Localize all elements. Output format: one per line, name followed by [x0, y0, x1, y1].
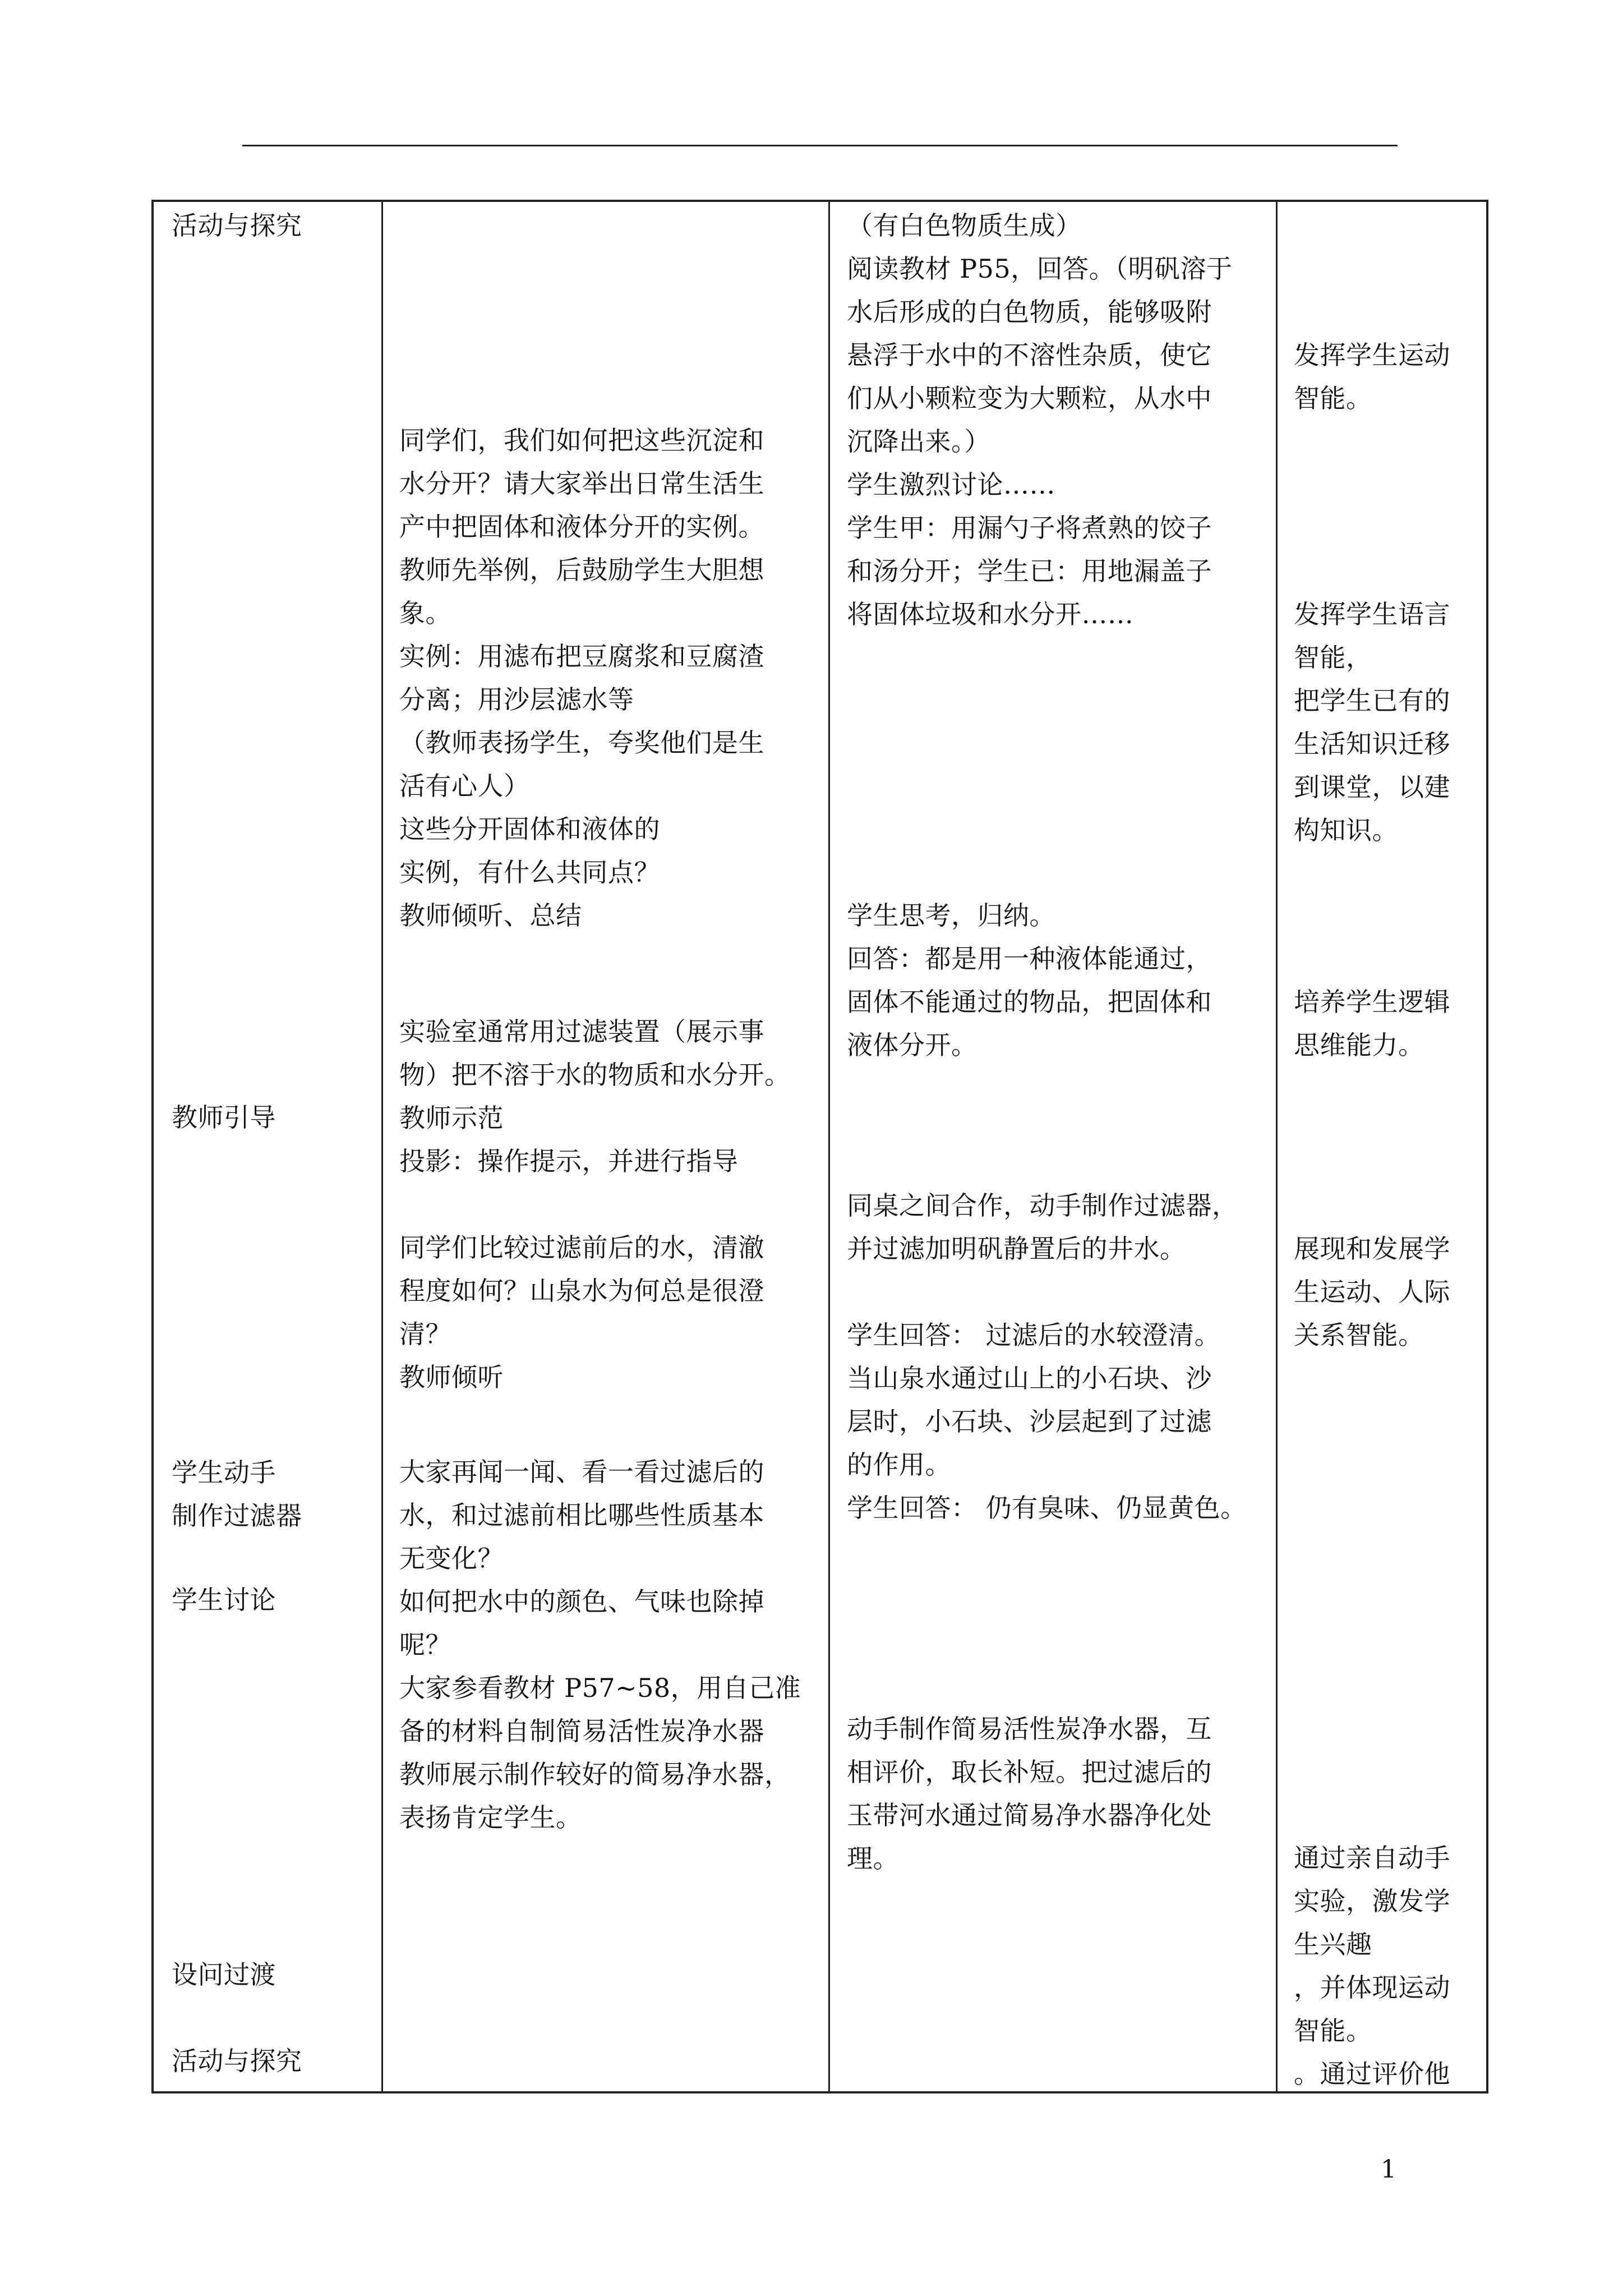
cell-text-line: 思维能力。 [1294, 1030, 1424, 1060]
cell-text-line: 清？ [399, 1319, 451, 1349]
cell-text-line: 学生动手 [172, 1457, 276, 1488]
cell-text-line: 大家参看教材 P57~58，用自己准 [399, 1673, 801, 1703]
cell-text-line: 阅读教材 P55，回答。（明矾溶于 [847, 254, 1233, 284]
column-student [847, 202, 1274, 2091]
cell-text-line: 教师展示制作较好的简易净水器， [399, 1759, 791, 1789]
cell-text-line: 液体分开。 [847, 1030, 978, 1060]
header-rule [242, 145, 1398, 146]
cell-text-line: 表扬肯定学生。 [399, 1802, 582, 1833]
cell-text-line: 如何把水中的颜色、气味也除掉 [399, 1586, 764, 1617]
cell-text-line: 智能。 [1294, 2016, 1372, 2046]
column-divider [828, 202, 830, 2091]
cell-text-line: 把学生已有的 [1294, 685, 1450, 716]
column-intent [1294, 202, 1487, 2091]
cell-text-line: 通过亲自动手 [1294, 1843, 1450, 1873]
cell-text-line: 当山泉水通过山上的小石块、沙 [847, 1363, 1212, 1393]
cell-text-line: 沉降出来。） [847, 426, 990, 457]
cell-text-line: 学生甲：用漏勺子将煮熟的饺子 [847, 513, 1212, 543]
cell-text-line: （教师表扬学生，夸奖他们是生 [399, 728, 764, 758]
cell-text-line: 大家再闻一闻、看一看过滤后的 [399, 1457, 764, 1487]
cell-text-line: 层时，小石块、沙层起到了过滤 [847, 1406, 1212, 1437]
cell-text-line: 教师倾听 [399, 1362, 504, 1392]
cell-text-line: 同桌之间合作，动手制作过滤器， [847, 1190, 1238, 1221]
cell-text-line: 学生回答： 过滤后的水较澄清。 [847, 1320, 1221, 1350]
cell-text-line: 制作过滤器 [172, 1501, 302, 1531]
cell-text-line: 学生激烈讨论…… [847, 470, 1055, 500]
cell-text-line: 学生回答： 仍有臭味、仍显黄色。 [847, 1493, 1247, 1523]
cell-text-line: 同学们比较过滤前后的水，清澈 [399, 1232, 764, 1263]
cell-text-line: 们从小颗粒变为大颗粒，从水中 [847, 383, 1212, 413]
cell-text-line: 发挥学生语言 [1294, 599, 1450, 629]
cell-text-line: 教师倾听、总结 [399, 900, 582, 931]
cell-text-line: 的作用。 [847, 1450, 951, 1480]
column-divider [381, 202, 383, 2091]
cell-text-line: 物）把不溶于水的物质和水分开。 [399, 1060, 791, 1090]
cell-text-line: 将固体垃圾和水分开…… [847, 599, 1134, 629]
cell-text-line: 这些分开固体和液体的 [399, 814, 660, 844]
cell-text-line: 活有心人） [399, 771, 530, 801]
cell-text-line: 发挥学生运动 [1294, 340, 1450, 370]
cell-text-line: 教师示范 [399, 1103, 504, 1133]
cell-text-line: 到课堂，以建 [1294, 772, 1450, 802]
cell-text-line: 生运动、人际 [1294, 1277, 1450, 1307]
cell-text-line: 悬浮于水中的不溶性杂质，使它 [847, 340, 1212, 370]
cell-text-line: 水分开？请大家举出日常生活生 [399, 468, 764, 499]
cell-text-line: 相评价，取长补短。把过滤后的 [847, 1757, 1212, 1787]
cell-text-line: 培养学生逻辑 [1294, 987, 1450, 1017]
cell-text-line: 活动与探究 [172, 210, 302, 241]
cell-text-line: 回答：都是用一种液体能通过， [847, 944, 1212, 974]
cell-text-line: 学生讨论 [172, 1585, 276, 1615]
cell-text-line: 分离；用沙层滤水等 [399, 684, 634, 715]
cell-text-line: 投影：操作提示，并进行指导 [399, 1146, 739, 1176]
column-divider [1276, 202, 1278, 2091]
cell-text-line: 象。 [399, 598, 451, 628]
cell-text-line: 展现和发展学 [1294, 1234, 1450, 1264]
page-number: 1 [1381, 2155, 1396, 2184]
cell-text-line: 活动与探究 [172, 2046, 302, 2076]
cell-text-line: 构知识。 [1294, 815, 1398, 845]
cell-text-line: 生活知识迁移 [1294, 729, 1450, 759]
cell-text-line: 和汤分开；学生已：用地漏盖子 [847, 556, 1212, 586]
cell-text-line: 智能。 [1294, 383, 1372, 413]
cell-text-line: 玉带河水通过简易净水器净化处 [847, 1800, 1212, 1830]
cell-text-line: 实例：用滤布把豆腐浆和豆腐渣 [399, 641, 764, 671]
cell-text-line: 理。 [847, 1843, 899, 1874]
column-activity [172, 202, 379, 2091]
cell-text-line: 生兴趣 [1294, 1929, 1372, 1959]
cell-text-line: 。通过评价他 [1294, 2059, 1450, 2089]
cell-text-line: 实验室通常用过滤装置（展示事 [399, 1016, 764, 1047]
cell-text-line: 实例，有什么共同点？ [399, 857, 660, 887]
cell-text-line: 无变化？ [399, 1543, 504, 1573]
cell-text-line: 呢？ [399, 1630, 451, 1660]
column-teacher [399, 202, 826, 2091]
cell-text-line: 产中把固体和液体分开的实例。 [399, 512, 764, 542]
cell-text-line: 程度如何？山泉水为何总是很澄 [399, 1276, 764, 1306]
lesson-plan-table [151, 200, 1488, 2093]
cell-text-line: 同学们，我们如何把这些沉淀和 [399, 425, 764, 455]
cell-text-line: 智能， [1294, 642, 1372, 673]
cell-text-line: 实验，激发学 [1294, 1886, 1450, 1916]
cell-text-line: 关系智能。 [1294, 1320, 1424, 1350]
cell-text-line: 并过滤加明矾静置后的井水。 [847, 1234, 1186, 1264]
cell-text-line: 水后形成的白色物质，能够吸附 [847, 297, 1212, 327]
cell-text-line: ，并体现运动 [1294, 1972, 1450, 2003]
cell-text-line: 动手制作简易活性炭净水器，互 [847, 1714, 1212, 1744]
cell-text-line: 学生思考，归纳。 [847, 900, 1055, 931]
cell-text-line: 备的材料自制简易活性炭净水器 [399, 1716, 764, 1746]
cell-text-line: 水，和过滤前相比哪些性质基本 [399, 1500, 764, 1530]
cell-text-line: 教师先举例，后鼓励学生大胆想 [399, 555, 764, 585]
cell-text-line: 固体不能通过的物品，把固体和 [847, 987, 1212, 1017]
cell-text-line: （有白色物质生成） [847, 210, 1082, 241]
cell-text-line: 教师引导 [172, 1102, 276, 1133]
cell-text-line: 设问过渡 [172, 1959, 276, 1990]
